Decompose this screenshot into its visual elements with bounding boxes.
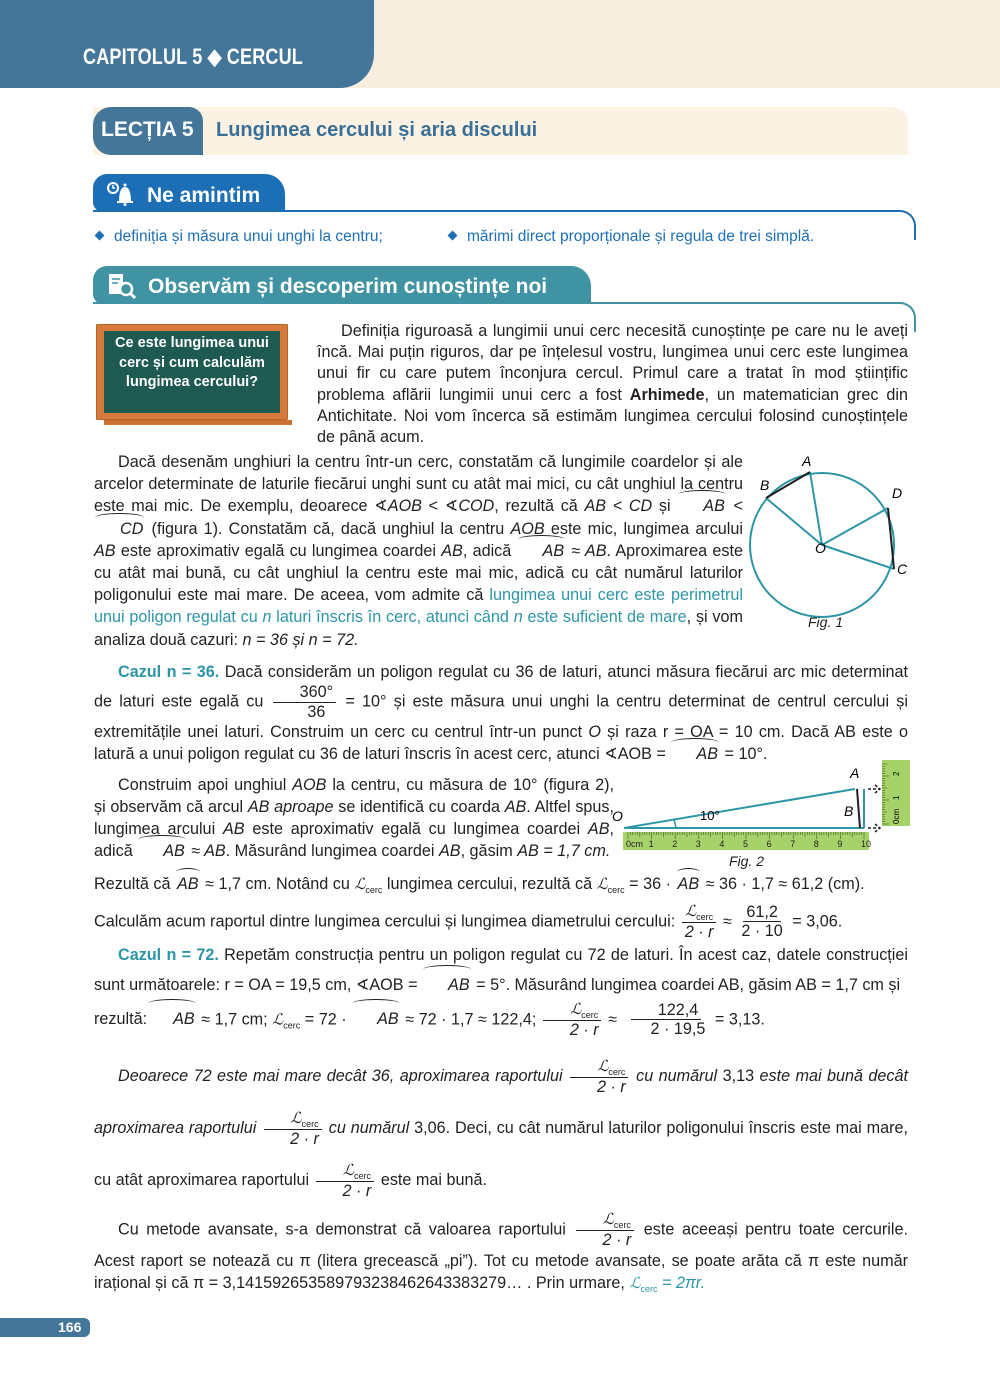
chalkboard-question: Ce este lungimea unui cerc și cum calculăm lungimea cercului?	[115, 335, 269, 390]
arrow-B	[868, 824, 880, 832]
ruler-label: 0cm	[626, 839, 644, 849]
diamond-bullet-icon	[95, 231, 105, 241]
arrow-A	[868, 785, 880, 793]
chord-AB	[766, 472, 810, 498]
side-OA	[624, 789, 855, 828]
lesson-title: Lungimea cercului și aria discului	[216, 119, 538, 141]
observam-rule	[93, 302, 901, 304]
small-ruler-label: 1	[892, 795, 901, 800]
fraction-L-2r: $\frac{ℒ_{cerc}}{2 \cdot r}$	[543, 1000, 602, 1040]
lesson-number: LECȚIA 5	[101, 118, 194, 141]
construct-paragraph: Construim apoi unghiul AOB la centru, cu măsura de 10° (figura 2), și observăm că arcul AB aproape se identifică cu coarda AB. Altfel spus, lungimea arcului AB este aproximativ egală cu lungimea coardei AB, adică AB ≈ AB. Măsurând lungimea coardei AB, găsim AB = 1,7 cm.	[94, 776, 615, 860]
ne-amintim-rule	[93, 210, 901, 212]
case-36-paragraph: Cazul n = 36. Dacă considerăm un poligon regulat cu 36 de laturi, atunci măsura fiecărui arc mic determinat de laturi este egală cu $\frac{360^\circ}{36}$ = 10° și este măsura unui unghi la centru determinat de centrul cercului și extremitățile unei laturi. Construim un cerc cu centrul într-un punct O și raza r = OA = 10 cm. Dacă AB este o latură a unui poligon regulat cu 36 de laturi înscris în acest cerc, atunci ∢AOB = AB = 10°.	[94, 663, 908, 764]
result-36-paragraph: Rezultă că AB ≈ 1,7 cm. Notând cu ℒ$_{cerc}$ lungimea cercului, rezultă că ℒ$_{cerc}$ = 36 · AB ≈ 36 · 1,7 ≈ 61,2 (cm). Calculăm acum raportul dintre lungimea cercului și lungimea diametrului cercului: $\frac{ℒ_{cerc}}{2 \cdot r}$ ≈ $\frac{61,2}{2 \cdot 10}$ = 3,06.	[94, 875, 865, 942]
radius-OA	[810, 472, 822, 545]
ruler-label: 8	[813, 839, 819, 849]
ruler-label: 7	[790, 839, 796, 849]
small-ruler-label: 0cm	[892, 808, 901, 824]
radius-OC	[822, 545, 894, 569]
circumference-formula: ℒ$_{cerc}$ = 2πr.	[629, 1273, 706, 1294]
book-search-icon	[106, 272, 138, 300]
ruler-label: 2	[672, 839, 678, 849]
ruler-label: 9	[837, 839, 843, 849]
fraction-360-36: $\frac{360^\circ}{36}$	[273, 683, 336, 721]
fraction-122-4: $\frac{122,4}{2 \cdot 19,5}$	[624, 1001, 709, 1039]
pi-paragraph: Cu metode avansate, s-a demonstrat că valoarea raportului $\frac{ℒ_{cerc}}{2 \cdot r}$ este aceeași pentru toate cercurile. Acest raport se notează cu π (litera grecească „pi”). Tot cu metode avansate, se poate arăta că π este număr irațional și că π = 3,14159265358979323846264338327​9… . Prin urmare, ℒ$_{cerc}$ = 2πr.	[94, 1210, 908, 1294]
ruler-label: 1	[648, 839, 654, 849]
point-B: B	[760, 477, 770, 493]
point-A: A	[850, 765, 860, 781]
ruler-label: 3	[695, 839, 701, 849]
recall-bullet: mărimi direct proporționale și regula de trei simplă.	[449, 228, 814, 246]
figure-1-caption: Fig. 1	[808, 614, 844, 630]
figure-2-caption: Fig. 2	[729, 853, 765, 869]
case-36-label: Cazul n = 36.	[118, 663, 220, 681]
angles-paragraph: Dacă desenăm unghiuri la centru într-un cerc, constatăm că lungimile coardelor și ale arcelor determinate de laturile fiecărui unghi sunt cu atât mai mici, cu cât unghiul la centru este mai mic. De exemplu, deoarece ∢AOB < ∢COD, rezultă că AB < CD și AB < CD (figura 1). Constatăm că, dacă unghiul la centru AOB este mic, lungimea arcului AB este aproximativ egală cu lungimea coardei AB, adică AB ≈ AB. Aproximarea este cu atât mai bună, cu cât unghiul la centru este mai mic, adică cu cât numărul laturilor poligonului este mai mare. De aceea, vom admite că lungimea unui cerc este perimetrul unui poligon regulat cu n laturi înscris în cerc, atunci când n este suficient de mare, și vom analiza două cazuri: n = 36 și n = 72.	[94, 453, 744, 649]
observam-title: Observăm și descoperim cunoștințe noi	[148, 275, 548, 298]
point-O: O	[815, 540, 826, 556]
recall-bullet: definiția și măsura unui unghi la centru;	[96, 228, 383, 246]
angle-arc	[674, 820, 676, 828]
chord-AB	[857, 789, 860, 828]
radius-OB	[766, 498, 822, 545]
point-D: D	[892, 485, 903, 501]
angle-label: 10°	[700, 808, 720, 823]
page-number: 166	[58, 1319, 82, 1335]
figure-1-circle	[740, 450, 930, 640]
point-A: A	[802, 453, 812, 469]
point-O: O	[612, 808, 623, 824]
ne-amintim-title: Ne amintim	[147, 184, 261, 207]
small-ruler-label: 2	[892, 771, 901, 776]
chalkboard-ledge	[104, 420, 292, 425]
chapter-title: CAPITOLUL 5 ◆ CERCUL	[83, 44, 303, 69]
ruler-label: 6	[766, 839, 772, 849]
case-72-paragraph: Cazul n = 72. Repetăm construcția pentru un poligon regulat cu 72 de laturi. În acest caz, datele construcției sunt următoarele: r = OA = 19,5 cm, ∢AOB = AB = 5°. Măsurând lungimea coardei AB, găsim AB = 1,7 cm și rezultă:AB ≈ 1,7 cm; ℒ$_{cerc}$ = 72 · AB ≈ 72 · 1,7 ≈ 122,4; $\frac{ℒ_{cerc}}{2 \cdot r}$ ≈ $\frac{122,4}{2 \cdot 19,5}$ = 3,13.	[94, 946, 908, 1040]
highlighted-definition: lungimea unui cerc este perimetrul unui poligon regulat cu n laturi înscris în cerc, atunci când n este suficient de mare	[94, 586, 743, 627]
fraction-61-2: $\frac{61,2}{2 \cdot 10}$	[741, 902, 783, 941]
ne-amintim-rule-curve	[900, 210, 916, 240]
fraction-L-2r: $\frac{ℒ_{cerc}}{2 \cdot r}$	[682, 902, 717, 942]
radius-OD	[822, 508, 888, 545]
point-B: B	[844, 803, 854, 819]
intro-paragraph: Definiția riguroasă a lungimii unui cerc necesită cunoștințe pe care nu le aveți încă. Mai puțin riguros, dar pe înțelesul vostru, lungimea unui cerc este lungimea unui fir cu care putem înconjura cercul. Primul care a tratat în mod științific problema aflării lungimii unui cerc a fost Arhimede, un matematician grec din Antichitate. Noi vom încerca să estimăm lungimea cercului folosind cunoștințele de până acum.	[317, 322, 908, 447]
conclusion-paragraph: Deoarece 72 este mai mare decât 36, aproximarea raportului $\frac{ℒ_{cerc}}{2 \cdot r}$ cu numărul 3,13 este mai bună decât aproximarea raportului $\frac{ℒ_{cerc}}{2 \cdot r}$ cu numărul 3,06. Deci, cu cât numărul laturilor poligonului înscris este mai mare, cu atât aproximarea raportului $\frac{ℒ_{cerc}}{2 \cdot r}$ este mai bună.	[94, 1056, 909, 1201]
point-C: C	[897, 561, 908, 577]
ruler-label: 4	[719, 839, 725, 849]
bell-clock-icon	[106, 180, 136, 206]
diamond-bullet-icon	[448, 231, 458, 241]
case-72-label: Cazul n = 72.	[118, 946, 219, 964]
ruler-label: 10	[861, 839, 872, 849]
ruler-label: 5	[743, 839, 749, 849]
